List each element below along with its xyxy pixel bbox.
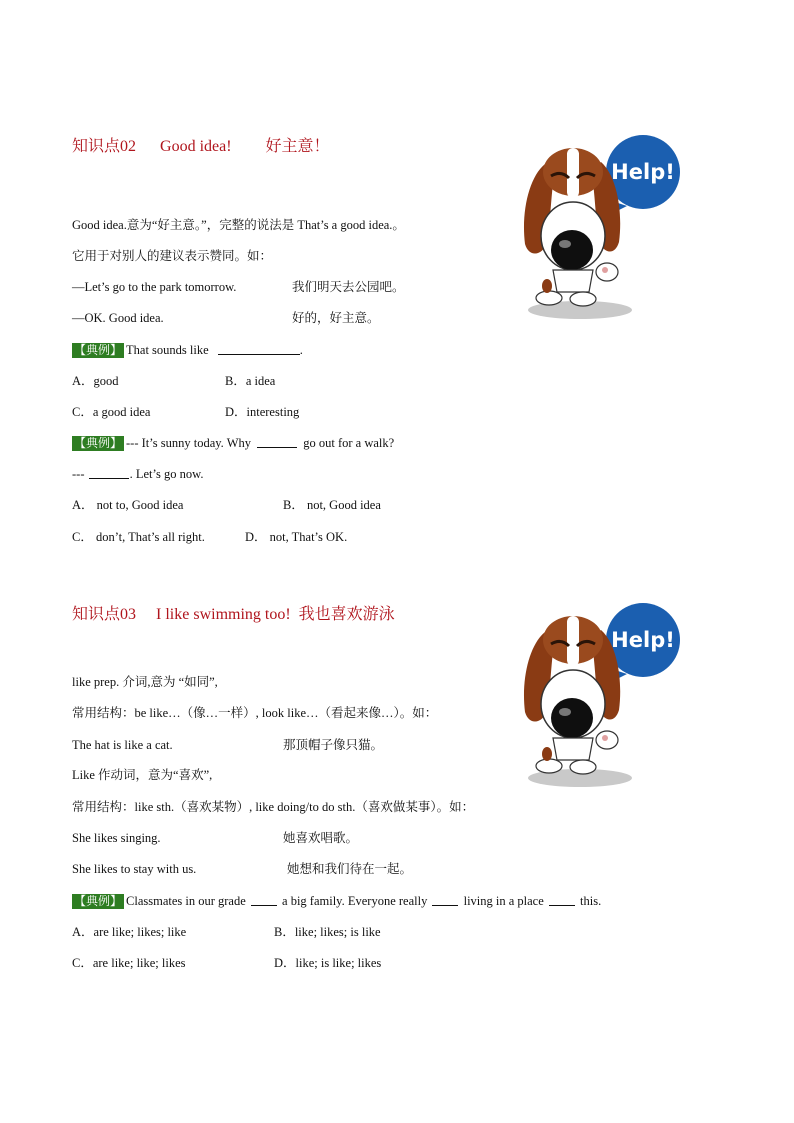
option-a: A．good — [72, 374, 119, 388]
example-chinese: 那顶帽子像只猫。 — [283, 738, 384, 752]
example-tag: 【典例】 — [74, 894, 123, 908]
question-end: . — [299, 343, 303, 357]
heading-number: 知识点02 — [72, 138, 137, 155]
text-line: 常用结构：like sth.（喜欢某物）, like doing/to do sth.（喜欢做某事）。如： — [72, 800, 475, 814]
options-row — [72, 497, 381, 513]
question-text: a big family. Everyone really — [282, 894, 428, 908]
option-a: A． not to, Good idea — [72, 498, 184, 512]
question-text: Classmates in our grade — [126, 894, 246, 908]
example-english: She likes to stay with us. — [72, 862, 197, 876]
question-text: --- It’s sunny today. Why — [126, 436, 251, 450]
option-b: B． not, Good idea — [283, 498, 381, 512]
question-text: --- — [72, 467, 85, 481]
answer-blank — [432, 894, 458, 906]
example-question-line — [72, 466, 203, 482]
option-b: B．a idea — [225, 374, 276, 388]
answer-blank — [549, 894, 575, 906]
question-text: living in a place — [463, 894, 544, 908]
heading-english: I like swimming too! — [156, 606, 291, 623]
example-sentence — [72, 737, 384, 753]
heading-chinese: 好主意！ — [265, 138, 330, 155]
text-line: 它用于对别人的建议表示赞同。如： — [72, 249, 273, 263]
option-c: C． don’t, That’s all right. — [72, 530, 205, 544]
options-row — [72, 373, 276, 389]
example-sentence — [72, 279, 405, 295]
heading-chinese: 我也喜欢游泳 — [298, 606, 395, 623]
text-line: Good idea.意为“好主意。”，完整的说法是 That’s a good idea.。 — [72, 218, 405, 232]
help-dog-illustration — [515, 132, 685, 322]
example-question — [72, 342, 303, 358]
question-text: That sounds like — [126, 343, 209, 357]
help-dog-illustration — [515, 600, 685, 790]
example-english: The hat is like a cat. — [72, 738, 173, 752]
option-d: D．like; is like; likes — [274, 956, 382, 970]
option-d: D． not, That’s OK. — [245, 530, 348, 544]
example-question — [72, 435, 394, 451]
options-row — [72, 529, 348, 545]
option-c: C．a good idea — [72, 405, 151, 419]
option-d: D．interesting — [225, 405, 300, 419]
text-line: 常用结构：be like…（像…一样）, look like…（看起来像…）。如： — [72, 706, 438, 720]
option-c: C．are like; like; likes — [72, 956, 186, 970]
example-chinese: 好的，好主意。 — [292, 311, 380, 325]
option-a: A．are like; likes; like — [72, 925, 187, 939]
example-sentence — [72, 861, 413, 877]
example-sentence — [72, 310, 380, 326]
option-b: B．like; likes; is like — [274, 925, 381, 939]
example-tag: 【典例】 — [74, 343, 123, 357]
example-chinese: 她喜欢唱歌。 — [283, 831, 359, 845]
answer-blank — [251, 894, 277, 906]
example-tag: 【典例】 — [74, 436, 123, 450]
options-row — [72, 404, 300, 420]
example-sentence — [72, 830, 359, 846]
text-line: Like 作动词，意为“喜欢”, — [72, 768, 213, 782]
question-text: . Let’s go now. — [129, 467, 204, 481]
answer-blank — [218, 343, 300, 355]
options-row — [72, 955, 382, 971]
answer-blank — [257, 436, 297, 448]
question-text: this. — [580, 894, 602, 908]
text-line: like prep. 介词,意为 “如同”, — [72, 675, 218, 689]
section-heading-03 — [72, 605, 395, 625]
section-heading-02 — [72, 137, 330, 157]
example-question — [72, 893, 601, 909]
options-row — [72, 924, 381, 940]
example-chinese: 她想和我们待在一起。 — [287, 862, 413, 876]
help-bubble-text: Help! — [611, 160, 675, 184]
question-text: go out for a walk? — [303, 436, 395, 450]
example-chinese: 我们明天去公园吧。 — [292, 280, 405, 294]
heading-english: Good idea! — [160, 138, 232, 155]
example-english: —OK. Good idea. — [72, 311, 164, 325]
help-bubble-text: Help! — [611, 628, 675, 652]
example-english: She likes singing. — [72, 831, 161, 845]
heading-number: 知识点03 — [72, 606, 137, 623]
answer-blank — [89, 467, 129, 479]
example-english: —Let’s go to the park tomorrow. — [72, 280, 237, 294]
